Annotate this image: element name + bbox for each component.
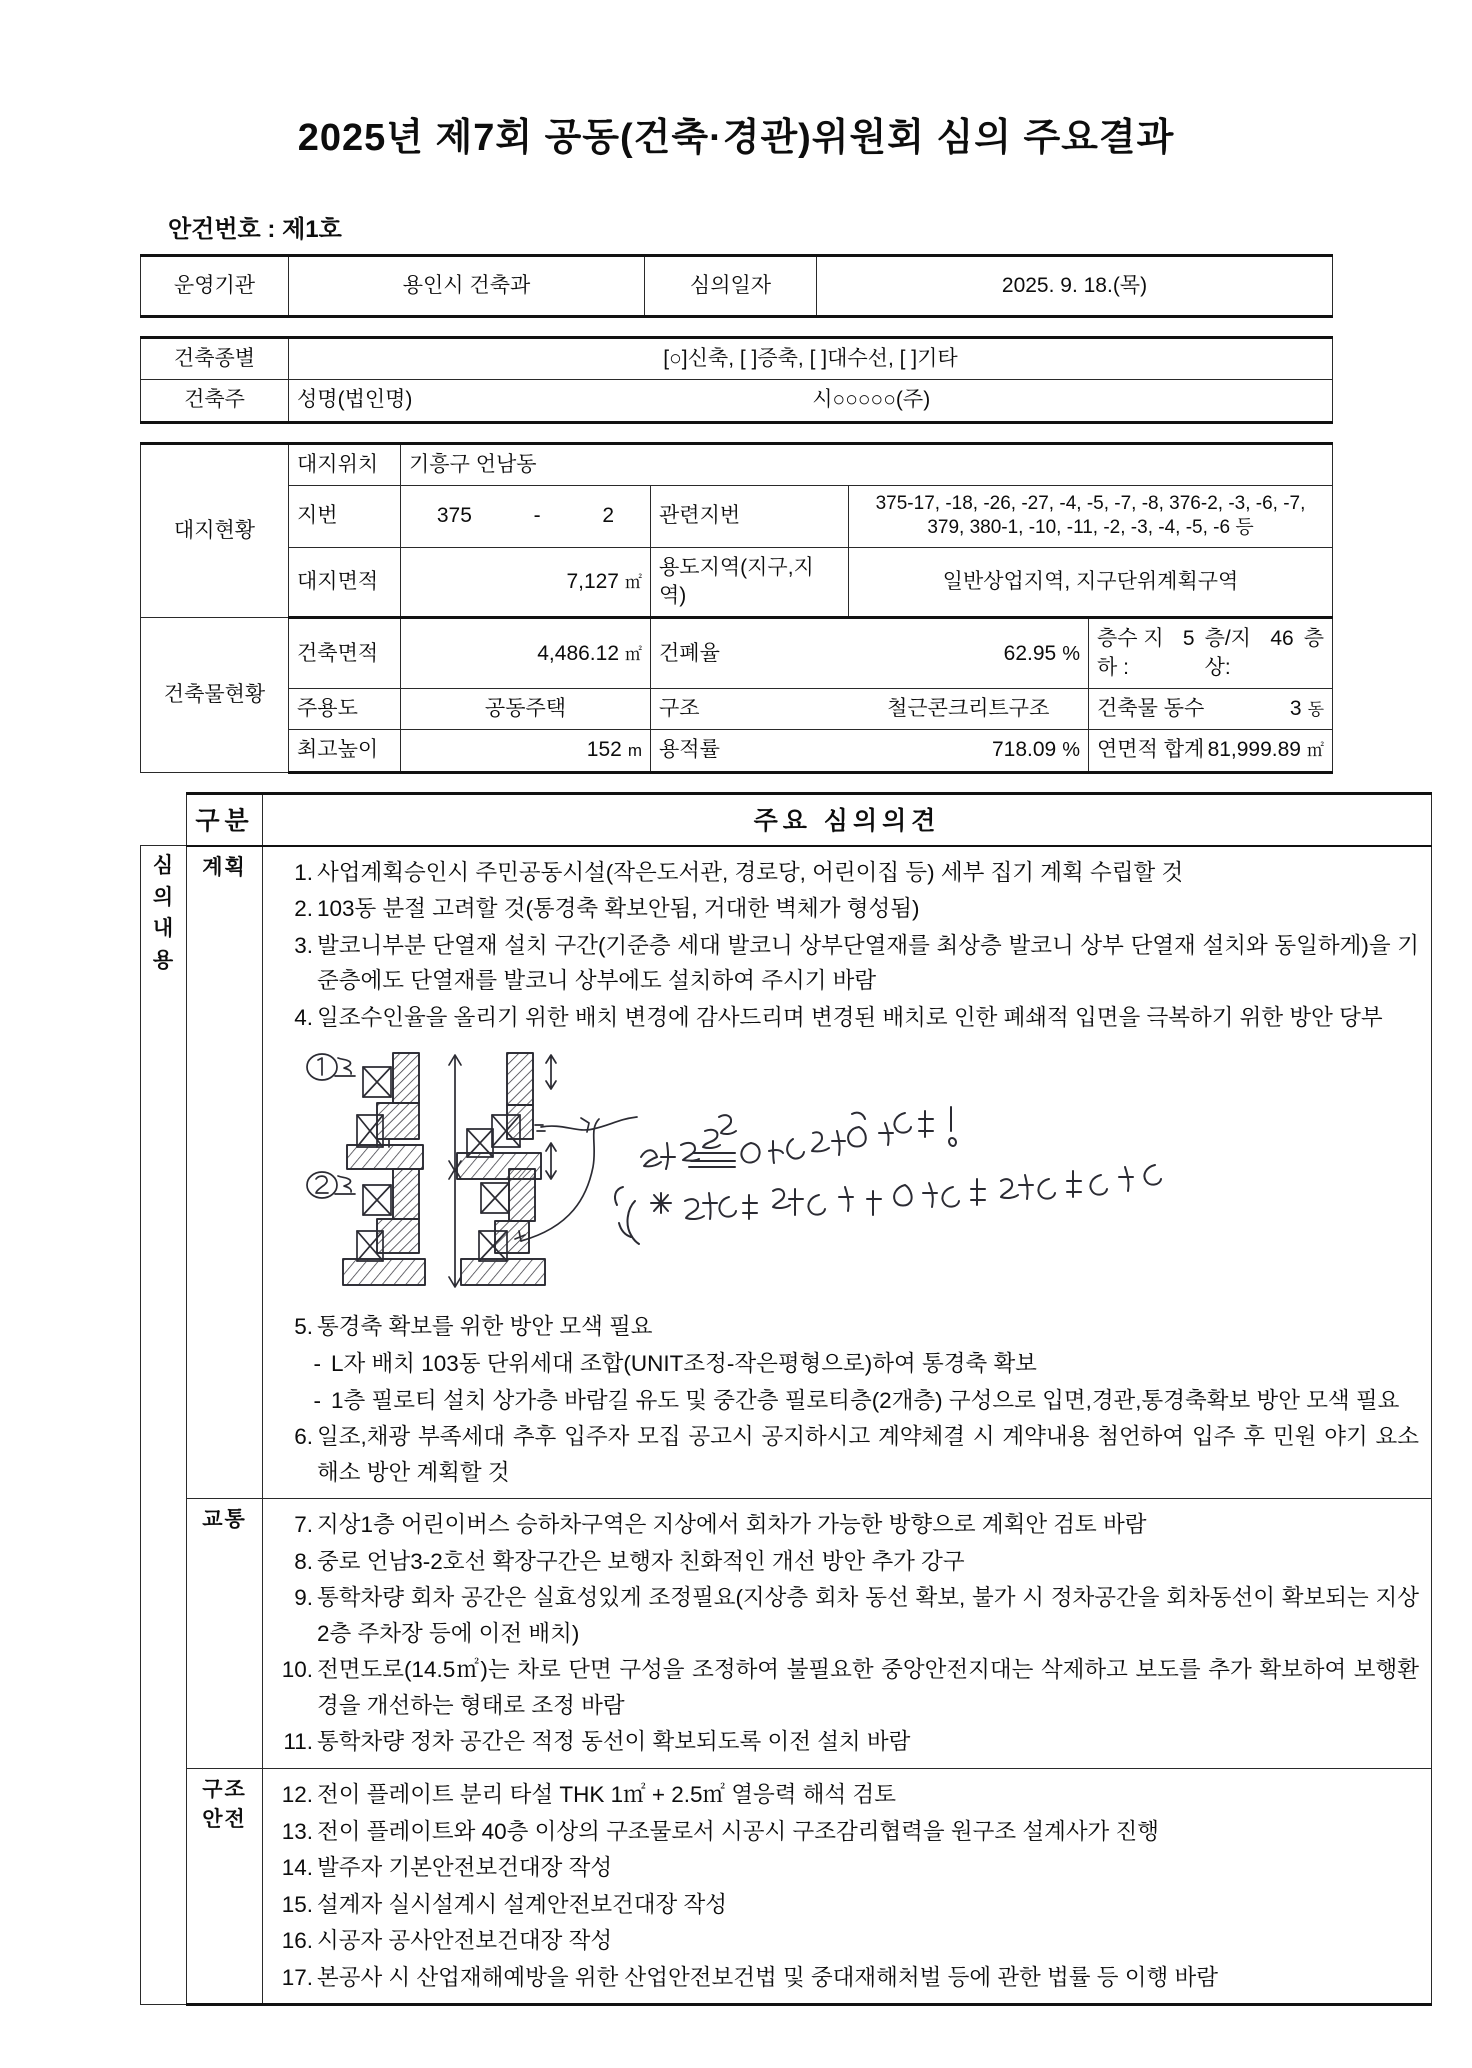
opinion-number: -: [313, 1387, 321, 1413]
table-row: [141, 689, 1333, 730]
bcr-value-cell: [849, 618, 1089, 689]
table-header-row: [141, 793, 1432, 846]
bcr-label: 건폐율: [651, 618, 849, 689]
traffic-opinions-cell: [263, 1499, 1432, 1769]
owner-value-cell: [289, 380, 1333, 422]
building-type-owner-table: [140, 336, 1333, 424]
opinion-text: 전이 플레이트와 40층 이상의 구조물로서 시공시 구조감리협력을 원구조 설계사가 진행: [317, 1818, 1160, 1844]
opinion-text: 사업계획승인시 주민공동시설(작은도서관, 경로당, 어린이집 등) 세부 집기 계획 수립할 것: [317, 859, 1184, 885]
opinion-item: [277, 1850, 1419, 1886]
opinion-text: 일조수인율을 올리기 위한 배치 변경에 감사드리며 변경된 배치로 인한 폐쇄적 입면을 극복하기 위한 방안 당부: [317, 1004, 1383, 1030]
bcr-unit: %: [1062, 642, 1080, 665]
opinion-text: 발코니부분 단열재 설치 구간(기준층 세대 발코니 상부단열재를 최상층 발코니 상부 단열재 설치와 동일하게)을 기준층에도 단열재를 발코니 상부에도 설치하여 주시기 바람: [317, 932, 1419, 994]
opinion-text: 전면도로(14.5㎡)는 차로 단면 구성을 조정하여 불필요한 중앙안전지대는 삭제하고 보도를 추가 확보하여 보행환경을 개선하는 형태로 조정 바람: [317, 1657, 1419, 1718]
opinion-number: 12.: [281, 1782, 313, 1808]
operating-agency-label: 운영기관: [141, 256, 289, 317]
total-area-cell: [1089, 730, 1333, 772]
building-area-label: 건축면적: [289, 618, 401, 689]
site-location-label: 대지위치: [289, 443, 401, 485]
max-height-unit: m: [627, 741, 642, 761]
table-row: [141, 730, 1333, 772]
floors-label: 층수 지하 :: [1097, 627, 1164, 679]
opinion-text: 본공사 시 산업재해예방을 위한 산업안전보건법 및 중대재해처벌 등에 관한 법률 등 이행 바람: [317, 1964, 1218, 1990]
floors-ground: 46: [1270, 627, 1294, 651]
site-area-unit: ㎡: [625, 572, 642, 592]
related-lot-label: 관련지번: [651, 486, 849, 548]
opinion-text: 전이 플레이트 분리 타설 THK 1㎡ + 2.5㎡ 열응력 해석 검토: [317, 1782, 896, 1808]
total-area-label: 연면적 합계: [1097, 738, 1205, 762]
far-value-cell: [849, 730, 1089, 772]
plan-opinion-list-part1: [269, 855, 1425, 1036]
table-row: [141, 338, 1333, 380]
floors-basement: 5: [1182, 627, 1195, 651]
opinion-item: [277, 1960, 1419, 1996]
opinion-text: 지상1층 어린이버스 승하차구역은 지상에서 회차가 가능한 방향으로 계획안 검토 바람: [317, 1512, 1147, 1538]
lot-main: 375: [436, 504, 472, 528]
opinion-number: 14.: [281, 1855, 313, 1881]
opinion-item: [277, 1346, 1419, 1382]
max-height-value-cell: [401, 730, 651, 772]
opinion-item: [277, 1383, 1419, 1419]
opinion-item: [277, 1777, 1419, 1813]
total-area-value: 81,999.89: [1207, 738, 1301, 762]
header-table: [140, 254, 1333, 318]
table-row: [141, 618, 1333, 689]
plan-opinion-list-part2: [269, 1309, 1425, 1490]
plan-opinions-cell: [263, 846, 1432, 1499]
operating-agency-value: 용인시 건축과: [289, 256, 645, 317]
table-row: [141, 1499, 1432, 1769]
owner-name-label: 성명(법인명): [297, 388, 413, 412]
opinion-item: [277, 1507, 1419, 1543]
building-type-value: [○]신축, [ ]증축, [ ]대수선, [ ]기타: [289, 338, 1333, 380]
related-lot-value: 375-17, -18, -26, -27, -4, -5, -7, -8, 376-2, -3, -6, -7, 379, 380-1, -10, -11, -2, -3, -4, -5, -6 등: [849, 486, 1333, 548]
floors-cell: [1089, 618, 1333, 689]
building-count-unit: 동: [1307, 700, 1324, 720]
table-row: [141, 846, 1432, 1499]
page-title: 2025년 제7회 공동(건축·경관)위원회 심의 주요결과: [297, 117, 1175, 159]
review-content-char: 용: [152, 948, 175, 972]
opinion-item: [277, 1419, 1419, 1490]
building-count-cell: [1089, 689, 1333, 730]
review-content-vertical-label: [141, 846, 187, 2005]
opinion-text: 설계자 실시설계시 설계안전보건대장 작성: [317, 1891, 727, 1917]
category-structure-safety: [187, 1769, 263, 2005]
max-height-value: 152: [586, 738, 622, 762]
review-content-char: 심: [152, 854, 175, 878]
site-status-label: 대지현황: [141, 443, 289, 618]
opinion-number: 16.: [281, 1928, 313, 1954]
total-area-unit: ㎡: [1307, 741, 1324, 761]
building-area-value-cell: [401, 618, 651, 689]
table-row: [141, 547, 1333, 618]
main-opinion-header: 주요 심의의견: [263, 793, 1432, 846]
opinion-text: 시공자 공사안전보건대장 작성: [317, 1928, 613, 1954]
table-row: [141, 1769, 1432, 2005]
opinion-number: 6.: [294, 1424, 313, 1450]
max-height-label: 최고높이: [289, 730, 401, 772]
opinion-number: 15.: [281, 1891, 313, 1917]
opinion-text: 발주자 기본안전보건대장 작성: [317, 1855, 613, 1881]
opinion-number: 4.: [294, 1004, 313, 1030]
opinion-text: 중로 언남3-2호선 확장구간은 보행자 친화적인 개선 방안 추가 강구: [317, 1548, 965, 1574]
opinion-item: [277, 1652, 1419, 1723]
handdrawn-sketch: [269, 1045, 1425, 1295]
opinion-item: [277, 1724, 1419, 1760]
opinion-number: 10.: [281, 1657, 313, 1683]
table-row: [141, 256, 1333, 317]
opinion-item: [277, 1580, 1419, 1651]
lot-value-cell: [401, 486, 651, 548]
far-unit: %: [1062, 739, 1080, 762]
opinion-number: 11.: [283, 1729, 313, 1755]
opinion-text: 1층 필로티 설치 상가층 바람길 유도 및 중간층 필로티층(2개층) 구성으로 입면,경관,통경축확보 방안 모색 필요: [331, 1387, 1400, 1413]
review-content-chars: [147, 850, 180, 976]
bcr-value: 62.95: [1003, 641, 1057, 665]
review-content-char: 의: [152, 885, 175, 909]
lot-label: [289, 486, 401, 548]
opinion-number: 17.: [281, 1964, 313, 1990]
building-count-label: 건축물 동수: [1097, 697, 1205, 721]
opinion-number: 5.: [294, 1314, 313, 1340]
zone-value: 일반상업지역, 지구단위계획구역: [849, 547, 1333, 618]
lot-dash: -: [533, 504, 541, 528]
table-row: [141, 486, 1333, 548]
opinion-number: 7.: [294, 1512, 313, 1538]
review-date-value: 2025. 9. 18.(목): [817, 256, 1333, 317]
opinion-text: 일조,채광 부족세대 추후 입주자 모집 공고시 공지하시고 계약체결 시 계약내용 첨언하여 입주 후 민원 야기 요소 해소 방안 계획할 것: [317, 1424, 1419, 1485]
opinion-text: 103동 분절 고려할 것(통경축 확보안됨, 거대한 벽체가 형성됨): [317, 896, 920, 922]
opinion-number: 2.: [294, 896, 313, 922]
structure-opinions-cell: [263, 1769, 1432, 2005]
opinion-text: 통경축 확보를 위한 방안 모색 필요: [317, 1314, 653, 1340]
opinion-item: [277, 1309, 1419, 1345]
opinion-number: 13.: [281, 1818, 313, 1844]
structure-label: 구조: [651, 689, 849, 730]
category-traffic: 교통: [187, 1499, 263, 1769]
building-count-value: 3: [1289, 697, 1302, 721]
opinion-text: L자 배치 103동 단위세대 조합(UNIT조정-작은평형으로)하여 통경축 확보: [331, 1351, 1037, 1376]
site-location-value: 기흥구 언남동: [401, 443, 1333, 485]
building-massing-sketch-svg: [289, 1045, 1369, 1293]
review-content-char: 내: [152, 917, 175, 941]
gubun-header: 구분: [187, 793, 263, 846]
spacer-cell: [141, 793, 187, 846]
owner-name-value: 시○○○○○(주): [812, 388, 931, 412]
structure-safety-line1: 구조: [202, 1778, 247, 1802]
main-use-value: 공동주택: [401, 689, 651, 730]
far-label: 용적률: [651, 730, 849, 772]
table-row: [141, 443, 1333, 485]
opinion-item: [277, 1544, 1419, 1580]
opinion-number: 9.: [294, 1585, 313, 1611]
opinion-item: [277, 1000, 1419, 1036]
far-value: 718.09: [991, 738, 1057, 762]
building-type-label: 건축종별: [141, 338, 289, 380]
zone-label: 용도지역(지구,지역): [651, 547, 849, 618]
table-row: [141, 380, 1333, 422]
floors-unit: 층: [1303, 627, 1324, 651]
owner-label: 건축주: [141, 380, 289, 422]
lot-sub: 2: [602, 504, 615, 528]
handwritten-note-line2: [615, 1165, 1161, 1244]
opinion-text: 통학차량 정차 공간은 적정 동선이 확보되도록 이전 설치 바람: [317, 1729, 911, 1755]
opinion-item: [277, 855, 1419, 891]
building-status-label: 건축물현황: [141, 618, 289, 772]
opinion-number: 8.: [294, 1548, 313, 1574]
main-use-label: 주용도: [289, 689, 401, 730]
review-opinions-table: [140, 792, 1432, 2007]
opinion-text: 통학차량 회차 공간은 실효성있게 조정필요(지상층 회차 동선 확보, 불가 시 정차공간을 회차동선이 확보되는 지상 2층 주차장 등에 이전 배치): [317, 1585, 1419, 1646]
structure-safety-line2: 안전: [202, 1808, 247, 1832]
opinion-number: -: [313, 1351, 321, 1376]
site-area-value: 7,127: [566, 569, 619, 593]
opinion-item: [277, 928, 1419, 999]
traffic-opinion-list: [269, 1507, 1425, 1760]
lot-label-text: 지번: [297, 504, 338, 528]
opinion-item: [277, 891, 1419, 927]
floors-mid: 층/지상:: [1204, 627, 1251, 679]
opinion-item: [277, 1887, 1419, 1923]
structure-value: 철근콘크리트구조: [849, 689, 1089, 730]
review-date-label: 심의일자: [645, 256, 817, 317]
site-area-label: 대지면적: [289, 547, 401, 618]
opinion-number: 1.: [294, 859, 313, 885]
site-and-building-status-table: [140, 442, 1333, 774]
category-plan: 계획: [187, 846, 263, 1499]
building-area-value: 4,486.12: [537, 641, 619, 665]
handwritten-note-line1: [641, 1107, 956, 1169]
structure-opinion-list: [269, 1777, 1425, 1995]
opinion-item: [277, 1814, 1419, 1850]
agenda-number: 안건번호 : 제1호: [168, 216, 342, 243]
building-area-unit: ㎡: [625, 644, 642, 664]
opinion-item: [277, 1923, 1419, 1959]
opinion-number: 3.: [294, 932, 313, 958]
site-area-value-cell: [401, 547, 651, 618]
